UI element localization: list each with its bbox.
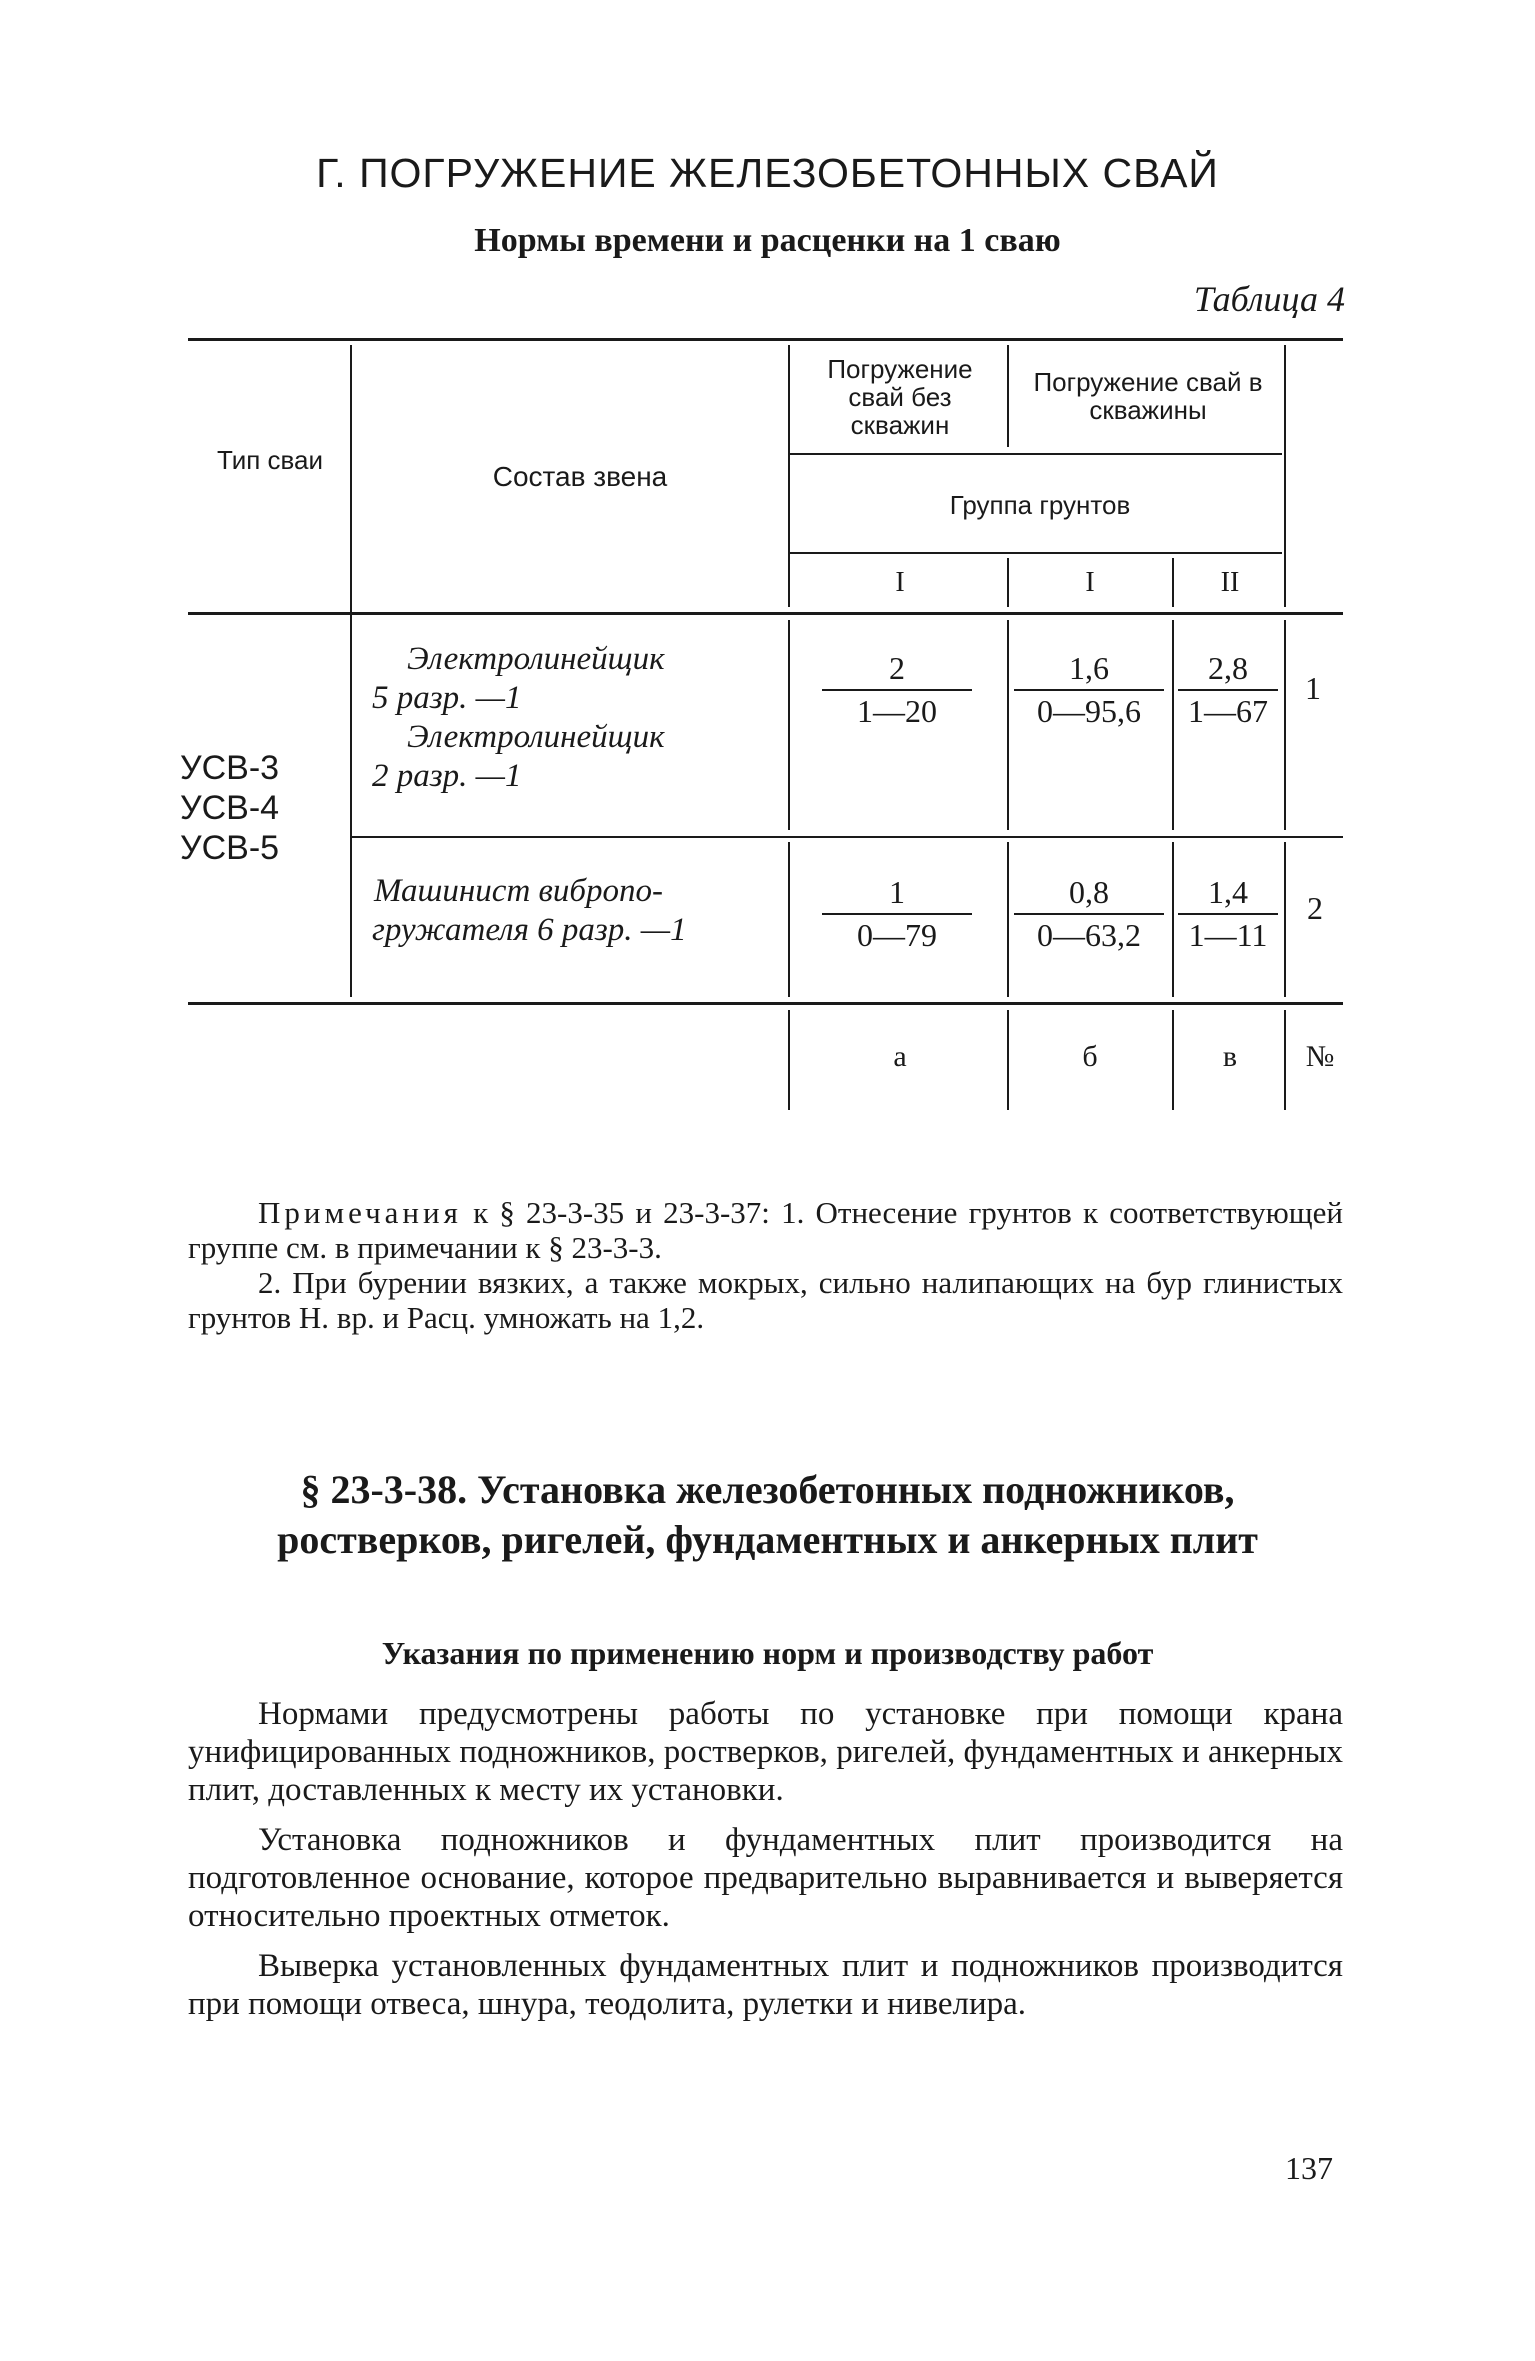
col-line-3b: [1007, 558, 1009, 607]
page-number: 137: [1285, 2150, 1333, 2186]
row-2-cell-a: $\frac{1}{0—79}$: [822, 872, 972, 955]
paragraph-heading: § 23-3-38. Установка железобетонных подножников, ростверков, ригелей, фундаментных и анкерных плит: [277, 1467, 1258, 1562]
pile-types: [180, 748, 279, 868]
column-letter-b: б: [1082, 1040, 1098, 1073]
col-line-2c: [788, 842, 790, 997]
col-line-3: [1007, 345, 1009, 447]
header-soil-group: Группа грунтов: [949, 490, 1131, 520]
header-in-wells: Погружение свай в скважины: [1033, 367, 1263, 425]
col-line-4c: [1172, 842, 1174, 997]
table-row-2-composition: Машинист вибропо- гружателя 6 разр. —1: [372, 873, 687, 948]
row-1-cell-b: $\frac{1,6}{0—95,6}$: [1014, 648, 1164, 731]
row-1-number: 1: [1305, 670, 1321, 706]
table-notes: [188, 1195, 1343, 1335]
row-1-cell-c: $\frac{2,8}{1—67}$: [1178, 648, 1278, 731]
footer-line-4: [1284, 1010, 1286, 1110]
body-paragraph: Нормами предусмотрены работы по установке при помощи крана унифицированных подножников, ростверков, ригелей, фундаментных и анкерных плит, доставленных к месту их установки.: [188, 1696, 1343, 1808]
header-no-wells: Погружение свай без скважин: [827, 354, 973, 440]
table-bottom-rule: [188, 1002, 1343, 1005]
row-1-cell-a: $\frac{2}{1—20}$: [822, 648, 972, 731]
col-line-2: [788, 345, 790, 607]
col-line-5: [1284, 345, 1286, 607]
footer-line-2: [1007, 1010, 1009, 1110]
pile-type: УСВ-5: [180, 829, 280, 867]
header-pile-type: Тип сваи: [216, 445, 324, 475]
col-line-4b: [1172, 620, 1174, 830]
instructions-heading: Указания по применению норм и производству работ: [381, 1635, 1154, 1671]
header-rule-1: [790, 453, 1282, 455]
col-line-5c: [1284, 842, 1286, 997]
body-paragraph: Выверка установленных фундаментных плит и подножников производится при помощи отвеса, шнура, теодолита, рулетки и нивелира.: [188, 1948, 1343, 2022]
column-letter-c: в: [1222, 1040, 1238, 1073]
col-line-2b: [788, 620, 790, 830]
column-letter-a: а: [893, 1040, 907, 1073]
row-2-cell-b: $\frac{0,8}{0—63,2}$: [1014, 872, 1164, 955]
col-line-3c: [1007, 620, 1009, 830]
row-separator: [352, 836, 1343, 838]
section-title: Г. ПОГРУЖЕНИЕ ЖЕЛЕЗОБЕТОННЫХ СВАЙ: [316, 150, 1219, 196]
header-rule-2: [790, 552, 1282, 554]
col-line-3d: [1007, 842, 1009, 997]
notes-line-1: к § 23-3-35 и 23-3-37: 1. Отнесение грунтов к соответствующей группе см. в примечании к § 23-3-3.: [188, 1195, 1343, 1265]
group-col-b: I: [1085, 567, 1095, 598]
col-line-5b: [1284, 620, 1286, 830]
table-top-rule: [188, 338, 1343, 341]
pile-type: УСВ-4: [180, 789, 280, 827]
notes-line-2: 2. При бурении вязких, а также мокрых, сильно налипающих на бур глинистых грунтов Н. вр. и Расц. умножать на 1,2.: [188, 1265, 1343, 1335]
body-text: [188, 1695, 1343, 2035]
header-bottom-rule: [188, 612, 1343, 615]
table-subtitle: Нормы времени и расценки на 1 сваю: [474, 222, 1061, 259]
number-sign: №: [1305, 1040, 1335, 1073]
table-row-1-composition: Электролинейщик 5 разр. —1 Электролинейщик 2 разр. —1: [372, 641, 665, 794]
notes-lead: Примечания: [258, 1195, 462, 1230]
row-2-cell-c: $\frac{1,4}{1—11}$: [1178, 872, 1278, 955]
body-paragraph: Установка подножников и фундаментных плит производится на подготовленное основание, которое предварительно выравнивается и выверяется относительно проектных отметок.: [188, 1822, 1343, 1934]
group-col-a: I: [895, 567, 905, 598]
row-2-number: 2: [1307, 890, 1323, 926]
footer-line-1: [788, 1010, 790, 1110]
pile-type: УСВ-3: [180, 749, 280, 787]
header-composition: Состав звена: [492, 461, 668, 492]
col-line-4: [1172, 558, 1174, 607]
table-label: Таблица 4: [1193, 279, 1345, 319]
group-col-c: II: [1220, 567, 1240, 598]
footer-line-3: [1172, 1010, 1174, 1110]
col-line-1: [350, 345, 352, 997]
